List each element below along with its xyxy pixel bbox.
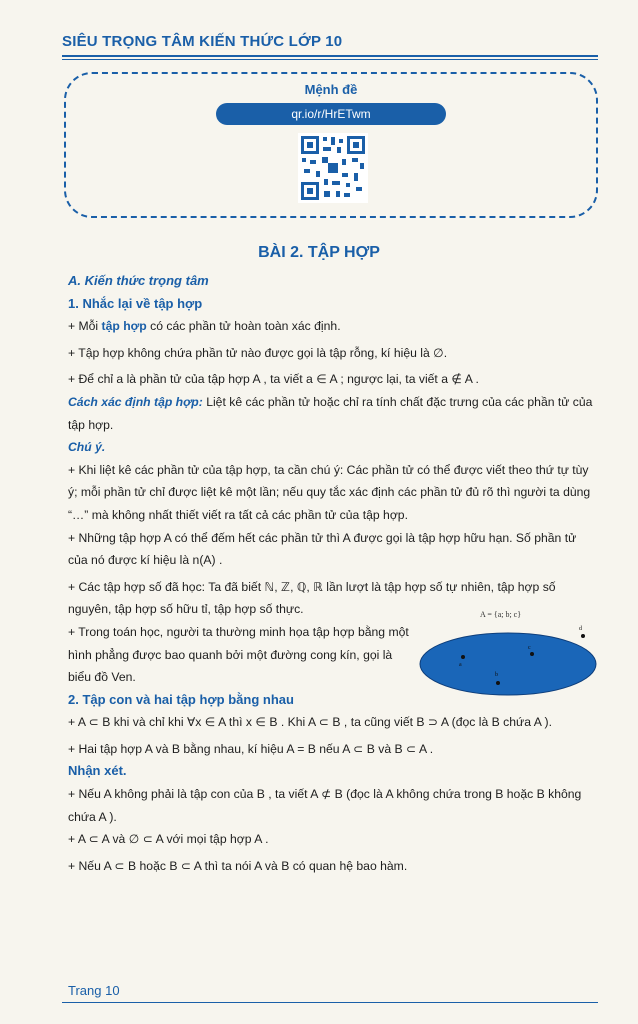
paragraph-10: + Hai tập hợp A và B bằng nhau, kí hiệu A = B nếu A ⊂ B và B ⊂ A . (68, 741, 434, 756)
section-2-heading: 2. Tập con và hai tập hợp bằng nhau (68, 691, 294, 707)
venn-point-a (461, 655, 465, 659)
lesson-content (68, 270, 598, 877)
venn-point-b-label: b (495, 672, 498, 678)
section-1-heading: 1. Nhắc lại về tập hợp (68, 295, 203, 311)
lesson-title: BÀI 2. TẬP HỢP (258, 244, 380, 261)
venn-label: A = {a; b; c} (480, 610, 522, 619)
paragraph-1 (68, 315, 598, 338)
paragraph-11: + Nếu A không phải là tập con của B , ta viết A ⊄ B (đọc là A không chứa trong B hoặc B không chứa A ). (68, 787, 582, 824)
p1-rest: có các phần tử hoàn toàn xác định. (146, 319, 341, 334)
venn-point-c (530, 652, 534, 656)
paragraph-13: + Nếu A ⊂ B hoặc B ⊂ A thì ta nói A và B có quan hệ bao hàm. (68, 858, 408, 873)
paragraph-4 (68, 391, 598, 436)
venn-point-d (581, 634, 585, 638)
qr-link[interactable]: qr.io/r/HrETwm (216, 103, 446, 125)
remark-heading: Nhận xét. (68, 763, 127, 779)
venn-point-c-label: c (528, 645, 531, 651)
footer-divider (62, 1002, 598, 1003)
qr-panel (64, 72, 598, 218)
paragraph-12: + A ⊂ A và ∅ ⊂ A với mọi tập hợp A . (68, 832, 269, 847)
p4-term: Cách xác định tập hợp: (68, 394, 203, 409)
paragraph-8: + Trong toán học, người ta thường minh họa tập hợp bằng một hình phẳng được bao quanh bởi một đường cong kín, gọi là biểu đồ Ven. (68, 624, 409, 685)
venn-set-ellipse (420, 633, 596, 695)
page-number: Trang 10 (68, 983, 120, 998)
venn-point-a-label: a (459, 662, 462, 668)
qr-title: Mệnh đề (304, 82, 358, 97)
p1-term: tập hợp (101, 319, 147, 334)
section-a-heading: A. Kiến thức trọng tâm (68, 273, 209, 288)
paragraph-5: + Khi liệt kê các phần tử của tập hợp, ta cần chú ý: Các phần tử có thể được viết theo thứ tự tùy ý; mỗi phần tử chỉ được liệt kê một lần; nếu quy tắc xác định các phần tử đủ rõ thì người ta dùng “…” mà không nhất thiết viết ra tất cả các phần tử của tập hợp. (68, 462, 591, 522)
p1-prefix: + Mỗi (68, 319, 102, 334)
header-divider (62, 55, 598, 57)
qr-code-icon[interactable] (298, 133, 368, 203)
venn-point-d-label: d (579, 626, 582, 632)
note-heading: Chú ý. (68, 440, 106, 455)
paragraph-7: + Các tập hợp số đã học: Ta đã biết ℕ, ℤ, ℚ, ℝ lần lượt là tập hợp số tự nhiên, tập hợp số nguyên, tập hợp số hữu tỉ, tập hợp số thực. (68, 579, 556, 617)
header-divider-thin (62, 59, 598, 60)
venn-point-b (496, 681, 500, 685)
paragraph-6: + Những tập hợp A có thể đếm hết các phần tử thì A được gọi là tập hợp hữu hạn. Số phần tử của nó được kí hiệu là n(A) . (68, 530, 577, 568)
page-header-title: SIÊU TRỌNG TÂM KIẾN THỨC LỚP 10 (62, 33, 343, 50)
paragraph-9: + A ⊂ B khi và chỉ khi ∀x ∈ A thì x ∈ B . Khi A ⊂ B , ta cũng viết B ⊃ A (đọc là B chứa A ). (68, 715, 552, 730)
paragraph-2: + Tập hợp không chứa phần tử nào được gọi là tập rỗng, kí hiệu là ∅. (68, 345, 448, 360)
p4-rest: Liệt kê các phần tử hoặc chỉ ra tính chất đặc trưng của các phần tử của tập hợp. (68, 394, 593, 432)
paragraph-3: + Để chỉ a là phần tử của tập hợp A , ta viết a ∈ A ; ngược lại, ta viết a ∉ A . (68, 372, 479, 387)
venn-diagram (418, 606, 598, 696)
